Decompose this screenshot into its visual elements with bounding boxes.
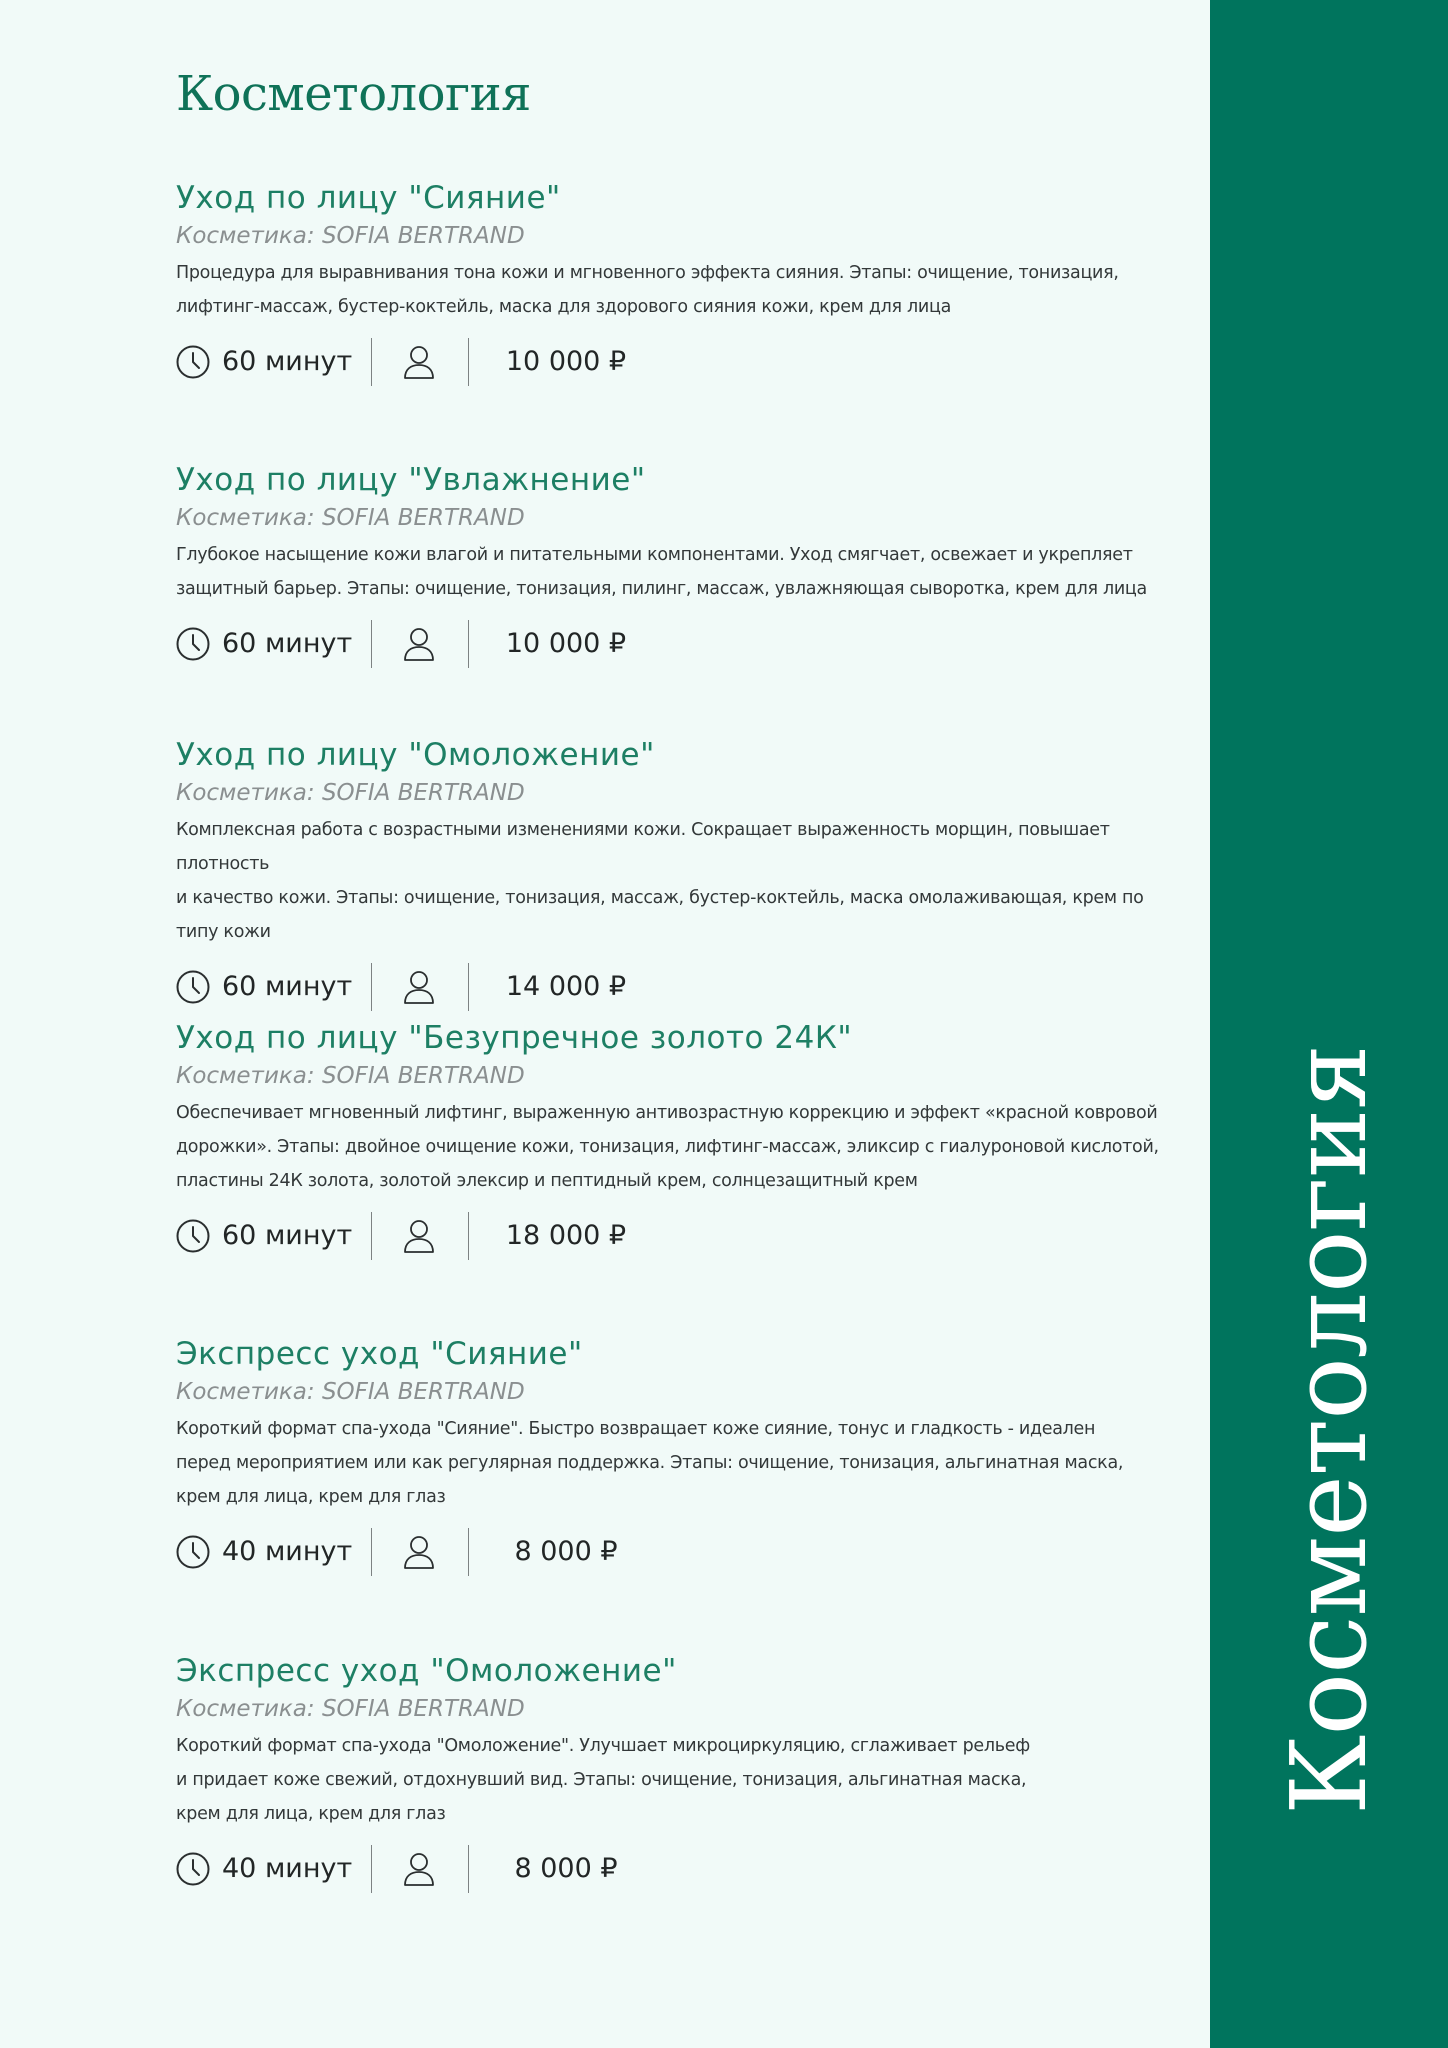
service-description [176, 1412, 1186, 1514]
description-line: крем для лица, крем для глаз [176, 1487, 446, 1507]
service-description [176, 538, 1186, 606]
service-duration: 60 минут [222, 346, 353, 377]
service-price: 10 000 ₽ [505, 628, 627, 659]
clock-icon [176, 1219, 210, 1253]
service-meta [176, 1212, 1186, 1260]
service-duration: 40 минут [222, 1853, 353, 1884]
service-price: 18 000 ₽ [505, 1220, 627, 1251]
service-meta [176, 338, 1186, 386]
clock-icon [176, 1535, 210, 1569]
service-title: Экспресс уход "Омоложение" [176, 1653, 677, 1689]
service-brand: Косметика: SOFIA BERTRAND [176, 780, 525, 806]
service-item [176, 1651, 1186, 1893]
description-line: и качество кожи. Этапы: очищение, тонизация, массаж, бустер-коктейль, маска омолаживающая, крем по типу кожи [176, 888, 1144, 942]
service-price: 8 000 ₽ [514, 1853, 618, 1884]
divider [468, 1528, 469, 1576]
service-price: 14 000 ₽ [505, 971, 627, 1002]
service-meta [176, 1845, 1186, 1893]
description-line: защитный барьер. Этапы: очищение, тонизация, пилинг, массаж, увлажняющая сыворотка, крем для лица [176, 579, 1147, 599]
sidebar-band [1210, 0, 1448, 2048]
description-line: перед мероприятием или как регулярная поддержка. Этапы: очищение, тонизация, альгинатная маска, [176, 1453, 1124, 1473]
divider [468, 1845, 469, 1893]
service-meta [176, 620, 1186, 668]
divider [468, 1212, 469, 1260]
service-item [176, 178, 1186, 386]
service-description [176, 1729, 1186, 1831]
service-description [176, 1096, 1186, 1198]
description-line: лифтинг-массаж, бустер-коктейль, маска для здорового сияния кожи, крем для лица [176, 297, 952, 317]
description-line: крем для лица, крем для глаз [176, 1804, 446, 1824]
divider [371, 1845, 372, 1893]
service-brand: Косметика: SOFIA BERTRAND [176, 1379, 525, 1405]
divider [468, 620, 469, 668]
person-icon [402, 1218, 436, 1254]
service-item [176, 460, 1186, 668]
service-item [176, 735, 1186, 1011]
service-brand: Косметика: SOFIA BERTRAND [176, 1063, 525, 1089]
service-duration: 60 минут [222, 628, 353, 659]
service-brand: Косметика: SOFIA BERTRAND [176, 505, 525, 531]
divider [371, 963, 372, 1011]
service-price: 8 000 ₽ [514, 1536, 618, 1567]
service-price: 10 000 ₽ [505, 346, 627, 377]
service-duration: 60 минут [222, 1220, 353, 1251]
service-duration: 60 минут [222, 971, 353, 1002]
description-line: Обеспечивает мгновенный лифтинг, выраженную антивозрастную коррекцию и эффект «красной ковровой [176, 1103, 1158, 1123]
service-item [176, 1334, 1186, 1576]
service-title: Уход по лицу "Увлажнение" [176, 462, 646, 498]
service-title: Уход по лицу "Безупречное золото 24К" [176, 1020, 853, 1056]
divider [468, 338, 469, 386]
service-meta [176, 1528, 1186, 1576]
description-line: дорожки». Этапы: двойное очищение кожи, тонизация, лифтинг-массаж, эликсир с гиалуроновой кислотой, [176, 1137, 1159, 1157]
divider [371, 338, 372, 386]
divider [371, 1212, 372, 1260]
description-line: пластины 24К золота, золотой элексир и пептидный крем, солнцезащитный крем [176, 1171, 918, 1191]
description-line: и придает коже свежий, отдохнувший вид. Этапы: очищение, тонизация, альгинатная маска, [176, 1770, 1027, 1790]
clock-icon [176, 345, 210, 379]
person-icon [402, 969, 436, 1005]
service-brand: Косметика: SOFIA BERTRAND [176, 223, 525, 249]
divider [371, 620, 372, 668]
description-line: Короткий формат спа-ухода "Сияние". Быстро возвращает коже сияние, тонус и гладкость - идеален [176, 1419, 1096, 1439]
service-description [176, 256, 1186, 324]
divider [371, 1528, 372, 1576]
person-icon [402, 1534, 436, 1570]
description-line: Комплексная работа с возрастными изменениями кожи. Сокращает выраженность морщин, повышает плотность [176, 820, 1110, 874]
clock-icon [176, 627, 210, 661]
description-line: Процедура для выравнивания тона кожи и мгновенного эффекта сияния. Этапы: очищение, тонизация, [176, 263, 1119, 283]
divider [468, 963, 469, 1011]
service-brand: Косметика: SOFIA BERTRAND [176, 1696, 525, 1722]
service-title: Уход по лицу "Омоложение" [176, 737, 655, 773]
person-icon [402, 626, 436, 662]
clock-icon [176, 970, 210, 1004]
service-description [176, 813, 1186, 949]
clock-icon [176, 1852, 210, 1886]
page-title: Косметология [176, 66, 531, 122]
service-title: Уход по лицу "Сияние" [176, 180, 561, 216]
person-icon [402, 1851, 436, 1887]
service-duration: 40 минут [222, 1536, 353, 1567]
service-title: Экспресс уход "Сияние" [176, 1336, 583, 1372]
service-meta [176, 963, 1186, 1011]
sidebar-title: Косметология [1268, 1044, 1390, 1816]
description-line: Глубокое насыщение кожи влагой и питательными компонентами. Уход смягчает, освежает и укрепляет [176, 545, 1133, 565]
service-item [176, 1018, 1186, 1260]
description-line: Короткий формат спа-ухода "Омоложение". Улучшает микроциркуляцию, сглаживает рельеф [176, 1736, 1030, 1756]
person-icon [402, 344, 436, 380]
